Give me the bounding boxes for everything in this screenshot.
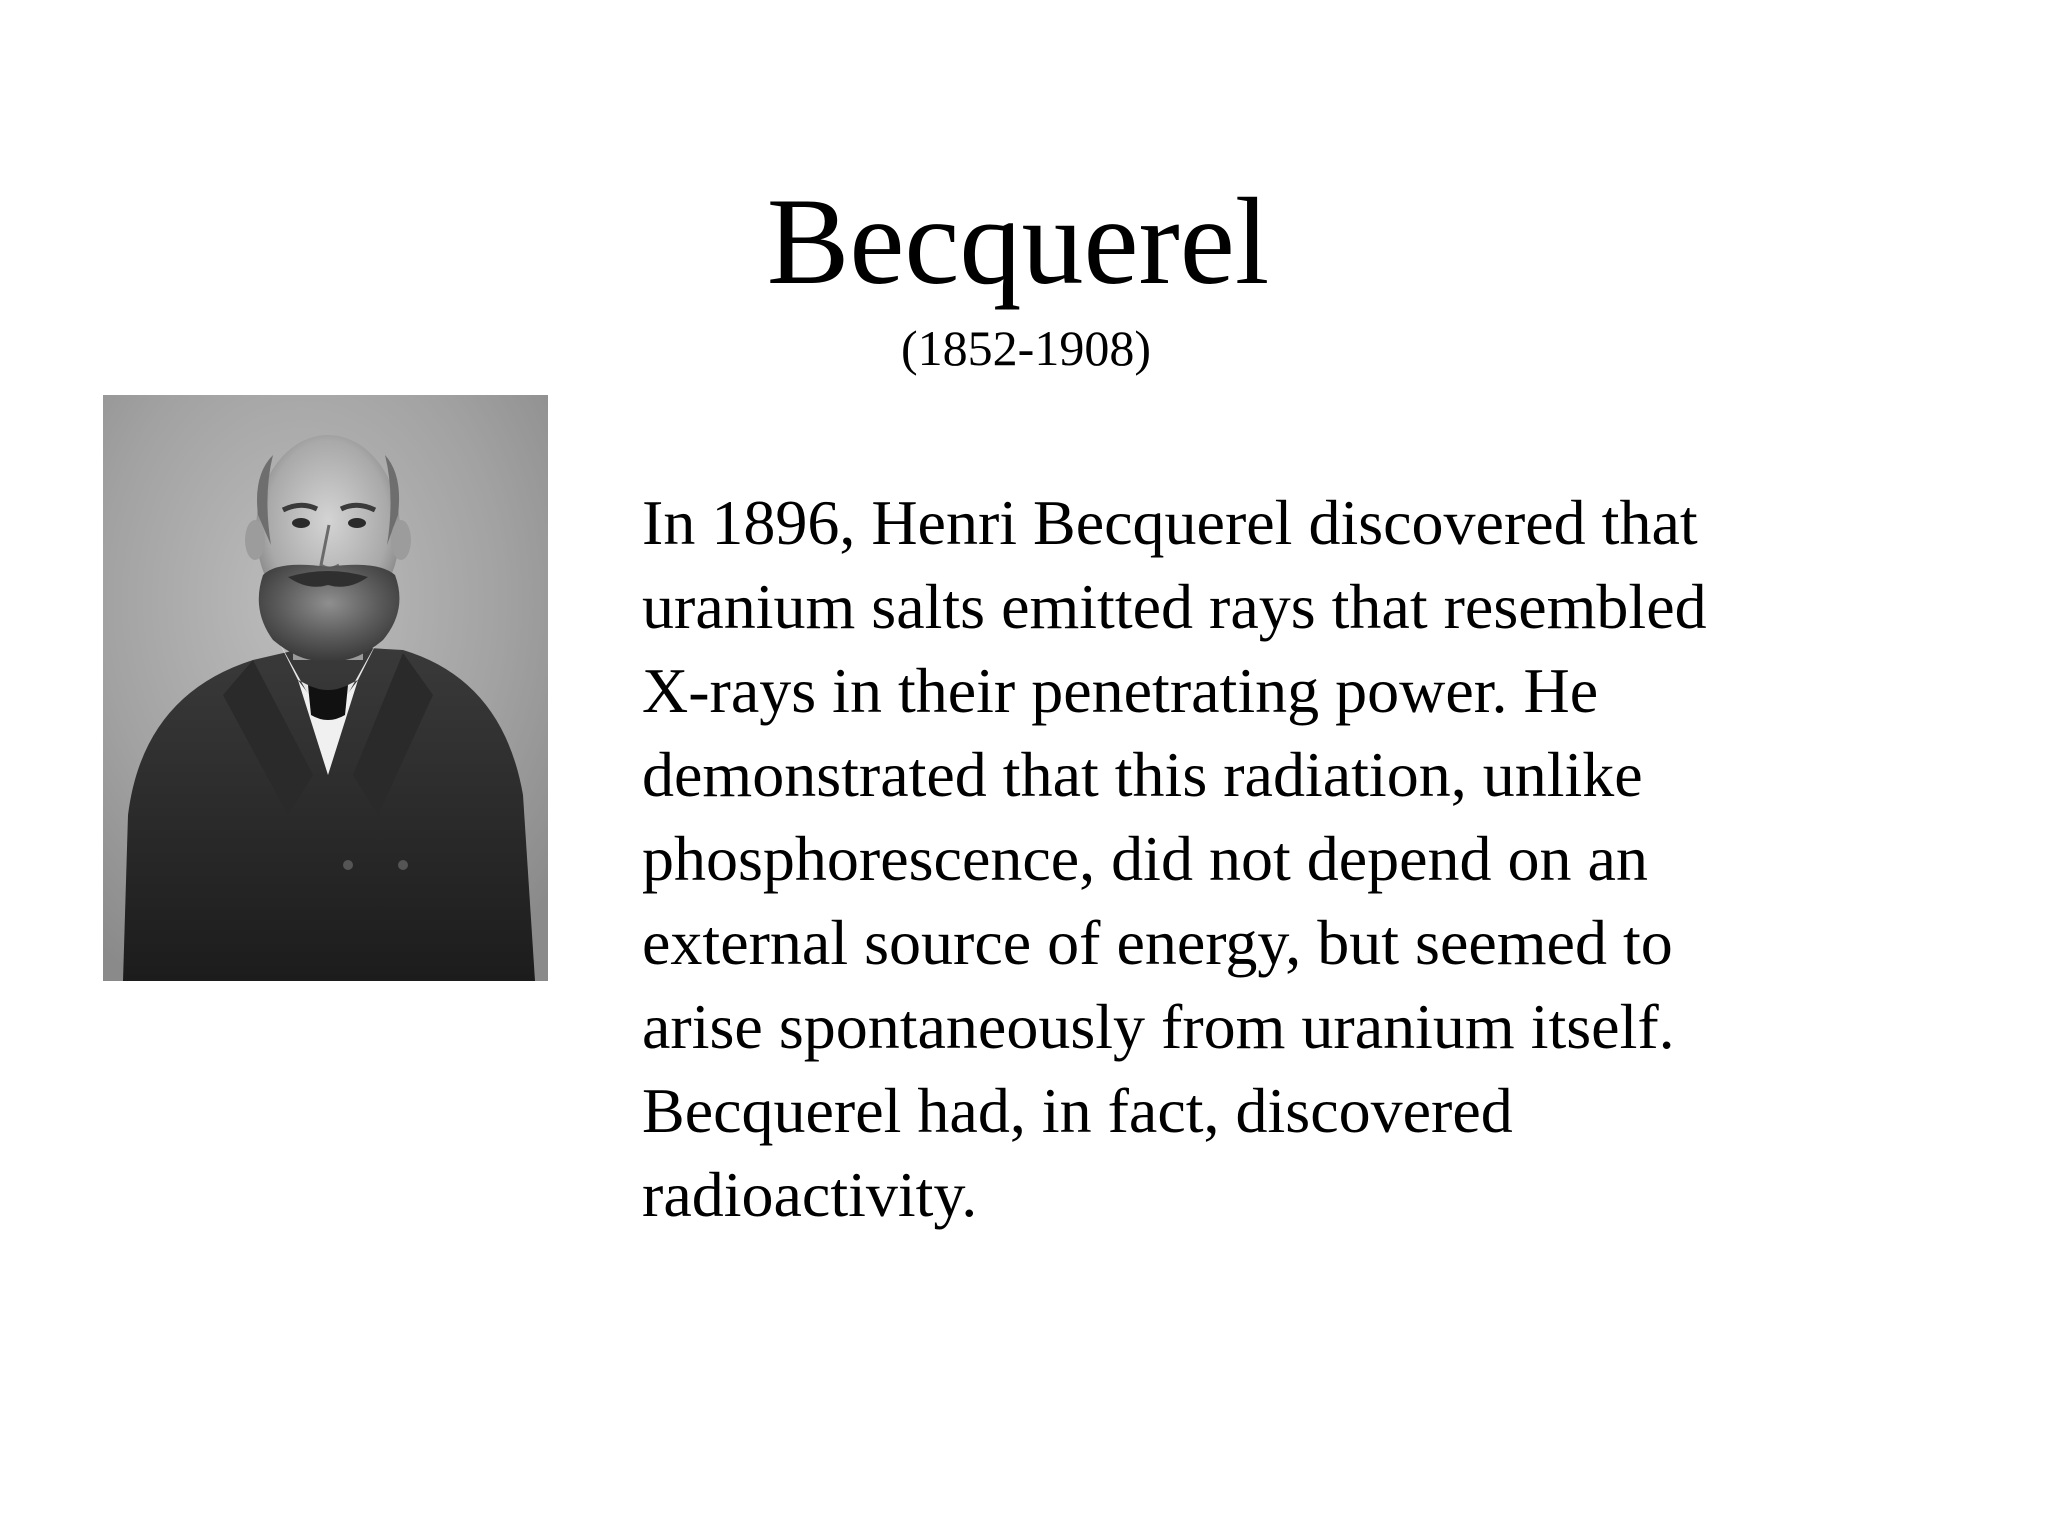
body-line: radioactivity. xyxy=(642,1159,978,1230)
body-paragraph xyxy=(642,481,1902,1237)
body-line: X-rays in their penetrating power. He xyxy=(642,655,1599,726)
body-line: demonstrated that this radiation, unlike xyxy=(642,739,1643,810)
portrait-photo xyxy=(103,395,548,981)
portrait-illustration xyxy=(103,395,548,981)
body-line: uranium salts emitted rays that resembled xyxy=(642,571,1707,642)
slide-subtitle: (1852-1908) xyxy=(901,320,1151,376)
body-line: Becquerel had, in fact, discovered xyxy=(642,1075,1513,1146)
body-line: phosphorescence, did not depend on an xyxy=(642,823,1648,894)
body-line: In 1896, Henri Becquerel discovered that xyxy=(642,487,1698,558)
slide-title: Becquerel xyxy=(766,173,1270,310)
body-line: arise spontaneously from uranium itself. xyxy=(642,991,1675,1062)
body-line: external source of energy, but seemed to xyxy=(642,907,1673,978)
